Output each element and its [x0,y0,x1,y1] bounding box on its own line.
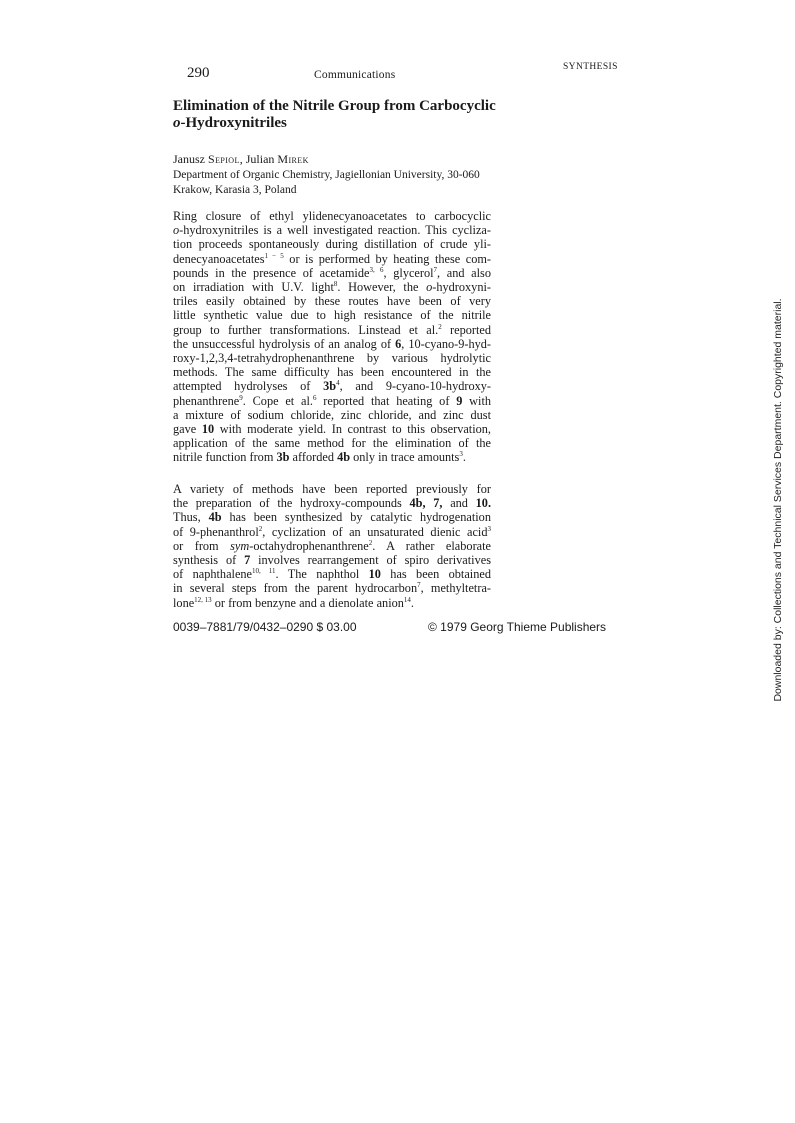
title-italic-o: o [173,115,181,131]
p2-line: or from sym-octahydrophenanthrene$^2$. A rather elaborate [173,538,491,553]
affiliation [173,168,493,197]
authors [173,152,309,167]
p2-line: Thus, 4b has been synthesized by catalytic hydrogenation [173,510,491,525]
p2-line: synthesis of 7 involves rearrangement of spiro derivatives [173,553,491,568]
p1-line: denecyanoacetates$^{1 - 5}$ or is performed by heating these com- [173,251,491,266]
author-2-last: Mirek [277,152,309,166]
p1-line: Ring closure of ethyl ylidenecyanoacetates to carbocyclic [173,209,491,223]
p1-line: nitrile function from 3b afforded 4b only in trace amounts$^3$. [173,450,466,465]
p2-line: A variety of methods have been reported previously for [173,482,491,496]
journal-name: SYNTHESIS [563,62,618,72]
p1-line: gave 10 with moderate yield. In contrast to this observation, [173,422,492,437]
author-2-first: Julian [245,152,275,166]
author-1-last: Sepiol [208,152,240,166]
p1-line: attempted hydrolyses of $3b^4$, and 9-cyano-10-hydroxy- [173,379,492,394]
p2-line: of naphthalene$^{10, 11}$. The naphthol 10 has been obtained [173,567,491,582]
p1-line: phenanthrene$^9$. Cope et al.$^6$ reported that heating of 9 with [173,393,492,408]
title-line-1: Elimination of the Nitrile Group from Carbocyclic [173,98,496,114]
paragraph-2 [173,482,491,610]
p1-line: group to further transformations. Linstead et al.$^2$ reported [173,322,491,337]
p1-line: methods. The same difficulty has been encountered in the [173,365,491,380]
author-1-first: Janusz [173,152,205,166]
download-watermark: Downloaded by: Collections and Technical Services Department. Copyrighted material. [772,298,784,702]
p2-line: of 9-phenanthrol$^2$, cyclization of an unsaturated dienic acid$^3$ [173,524,491,539]
p1-line: application of the same method for the elimination of the [173,436,491,451]
p2-line: lone$^{12, 13}$ or from benzyne and a dienolate anion$^{14}$. [173,595,414,610]
p1-line: the unsuccessful hydrolysis of an analog of 6, 10-cyano-9-hyd- [173,336,491,351]
paragraph-1 [173,209,491,465]
article-title [173,98,503,132]
p2-line: the preparation of the hydroxy-compounds 4b, 7, and 10. [173,496,492,511]
p1-line: a mixture of sodium chloride, zinc chloride, and zinc dust [173,407,491,422]
p1-line: on irradiation with U.V. light$^8$. However, the o-hydroxyni- [173,280,491,295]
title-line-2: -Hydroxynitriles [180,115,287,131]
section-label: Communications [314,69,396,81]
footer-copyright: © 1979 Georg Thieme Publishers [428,620,607,634]
affiliation-line-1: Department of Organic Chemistry, Jagiellonian University, 30-060 [173,169,480,181]
p2-line: in several steps from the parent hydrocarbon$^7$, methyltetra- [173,581,491,596]
p1-line: little synthetic value due to high resistance of the nitrile [173,308,491,323]
p1-line: tion proceeds spontaneously during distillation of crude yli- [173,237,491,252]
affiliation-line-2: Krakow, Karasia 3, Poland [173,183,297,196]
p1-line: o-hydroxynitriles is a well investigated reaction. This cycliza- [173,223,491,238]
p1-line: triles easily obtained by these routes have been of very [173,294,491,309]
page-number: 290 [187,65,210,81]
footer-issn: 0039–7881/79/0432–0290 $ 03.00 [173,620,357,634]
p1-line: roxy-1,2,3,4-tetrahydrophenanthrene by various hydrolytic [173,351,491,366]
author-separator: , [239,152,246,166]
p1-line: pounds in the presence of acetamide$^{3, 6}$, glycerol$^7$, and also [173,265,491,280]
